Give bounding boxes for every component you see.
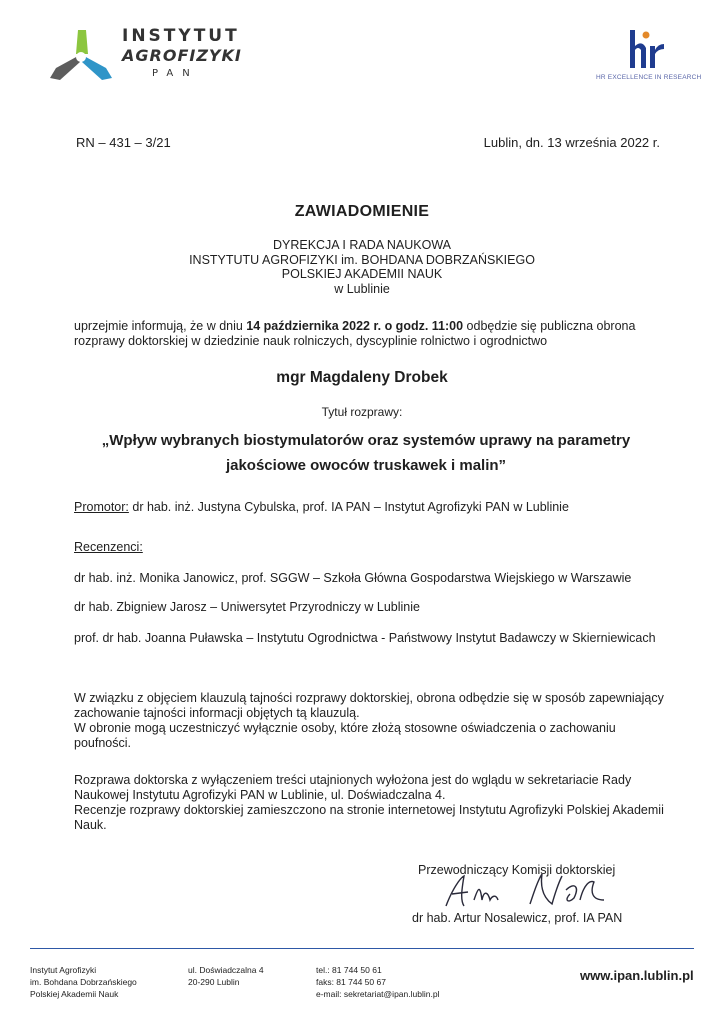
hr-caption: HR EXCELLENCE IN RESEARCH bbox=[596, 74, 702, 81]
announcement-paragraph bbox=[74, 319, 666, 349]
reviewers-label: Recenzenci: bbox=[74, 540, 143, 554]
availability-paragraph-2: Recenzje rozprawy doktorskiej zamieszczono na stronie internetowej Instytutu Agrofizyki Polskiej Akademii Nauk. bbox=[74, 803, 664, 832]
hr-logo-icon bbox=[624, 28, 668, 72]
candidate-name: mgr Magdaleny Drobek bbox=[276, 369, 448, 386]
confidentiality-paragraph-1: W związku z objęciem klauzulą tajności rozprawy doktorskiej, obrona odbędzie się w sposób zapewniający zachowanie tajności informacji objętych tą klauzulą. bbox=[74, 691, 664, 720]
footer-address-line: ul. Doświadczalna 4 bbox=[188, 965, 264, 975]
footer-email[interactable]: e-mail: sekretariat@ipan.lublin.pl bbox=[316, 989, 440, 999]
footer-address-line: 20-290 Lublin bbox=[188, 977, 240, 987]
reviewer-item: dr hab. Zbigniew Jarosz – Uniwersytet Przyrodniczy w Lublinie bbox=[74, 600, 420, 614]
hr-excellence-logo bbox=[596, 28, 702, 92]
footer-website-link[interactable]: www.ipan.lublin.pl bbox=[580, 968, 694, 983]
thesis-title bbox=[80, 428, 652, 478]
footer-contact bbox=[316, 964, 439, 1000]
directorate-line-3: POLSKIEJ AKADEMII NAUK bbox=[281, 267, 443, 281]
confidentiality-block bbox=[74, 691, 666, 751]
committee-chair-name: dr hab. Artur Nosalewicz, prof. IA PAN bbox=[412, 911, 623, 925]
reviewer-item: prof. dr hab. Joanna Puławska – Instytutu Ogrodnictwa - Państwowy Instytut Badawczy w Skierniewicach bbox=[74, 631, 656, 645]
footer-fax: faks: 81 744 50 67 bbox=[316, 977, 386, 987]
footer-institute-line: Polskiej Akademii Nauk bbox=[30, 989, 119, 999]
defense-date-time: 14 października 2022 r. o godz. 11:00 bbox=[246, 319, 464, 333]
handwritten-signature bbox=[434, 870, 614, 912]
footer-institute bbox=[30, 964, 137, 1000]
directorate-line-4: w Lublinie bbox=[334, 281, 390, 296]
footer-institute-line: Instytut Agrofizyki bbox=[30, 965, 97, 975]
announcement-prefix: uprzejmie informują, że w dniu bbox=[74, 319, 247, 333]
logo-line-3: PAN bbox=[152, 68, 199, 79]
thesis-label: Tytuł rozprawy: bbox=[321, 405, 403, 419]
directorate-block bbox=[0, 238, 724, 296]
confidentiality-paragraph-2: W obronie mogą uczestniczyć wyłącznie osoby, które złożą stosowne oświadczenia o zachowaniu poufności. bbox=[74, 721, 616, 750]
footer-address bbox=[188, 964, 264, 988]
thesis-title-line-2: jakościowe owoców truskawek i malin” bbox=[225, 457, 507, 474]
institute-logo bbox=[48, 26, 258, 86]
footer-institute-line: im. Bohdana Dobrzańskiego bbox=[30, 977, 137, 987]
promotor-label: Promotor: bbox=[74, 500, 129, 514]
thesis-title-line-1: „Wpływ wybranych biostymulatorów oraz systemów uprawy na parametry bbox=[101, 432, 631, 449]
directorate-line-2: INSTYTUTU AGROFIZYKI im. BOHDANA DOBRZAŃSKIEGO bbox=[189, 252, 535, 267]
footer-phone: tel.: 81 744 50 61 bbox=[316, 965, 382, 975]
reviewer-item: dr hab. inż. Monika Janowicz, prof. SGGW – Szkoła Główna Gospodarstwa Wiejskiego w Warszawie bbox=[74, 571, 632, 585]
institute-emblem-icon bbox=[48, 26, 114, 84]
committee-chair-role: Przewodniczący Komisji doktorskiej bbox=[418, 863, 616, 877]
reference-number: RN – 431 – 3/21 bbox=[76, 135, 171, 150]
directorate-line-1: DYREKCJA I RADA NAUKOWA bbox=[272, 238, 452, 252]
document-date: Lublin, dn. 13 września 2022 r. bbox=[483, 135, 660, 150]
document-title: ZAWIADOMIENIE bbox=[294, 203, 430, 220]
logo-line-2: AGROFIZYKI bbox=[122, 46, 242, 65]
availability-block bbox=[74, 773, 666, 833]
footer-divider bbox=[30, 948, 694, 949]
availability-paragraph-1: Rozprawa doktorska z wyłączeniem treści utajnionych wyłożona jest do wglądu w sekretariacie Rady Naukowej Instytutu Agrofizyki PAN w Lublinie, ul. Doświadczalna 4. bbox=[74, 773, 632, 802]
promotor-text: dr hab. inż. Justyna Cybulska, prof. IA PAN – Instytut Agrofizyki PAN w Lublinie bbox=[128, 500, 569, 514]
announcement-suffix: odbędzie się publiczna obrona rozprawy doktorskiej w dziedzinie nauk rolniczych, dyscyplinie rolnictwo i ogrodnictwo bbox=[74, 319, 636, 348]
promotor-line bbox=[74, 500, 666, 515]
logo-line-1: INSTYTUT bbox=[122, 26, 240, 46]
